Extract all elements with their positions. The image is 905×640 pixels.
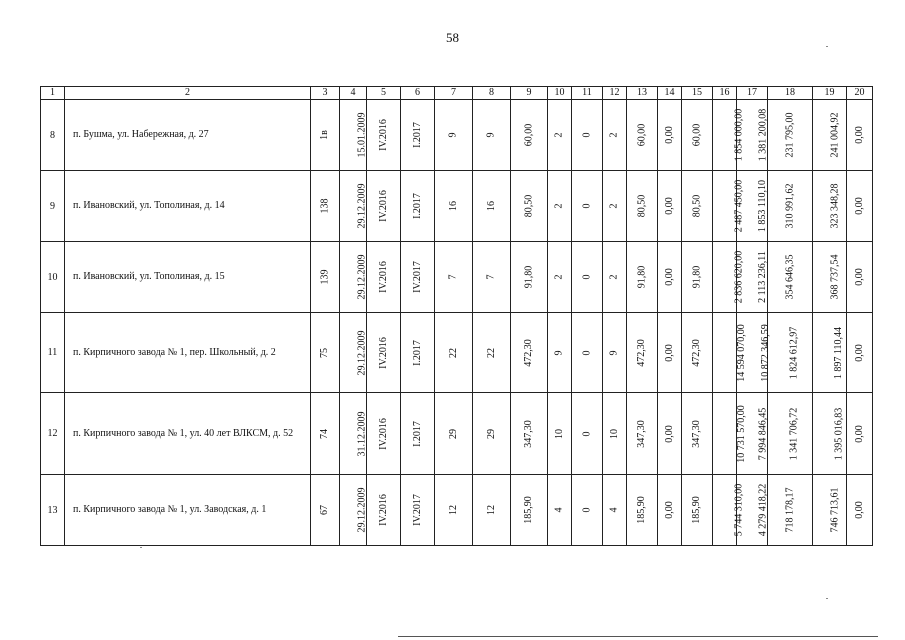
cell-text: 91,80 — [636, 265, 647, 289]
cell-text: 0,00 — [663, 424, 675, 443]
cell-text: 29.12.2009 — [356, 330, 368, 375]
column-number: 11 — [572, 87, 603, 100]
cell-row-number: 8 — [41, 100, 65, 171]
cell-col-7 — [435, 242, 473, 313]
cell-text: 2 — [608, 274, 620, 280]
cell-text: IV.2016 — [377, 190, 389, 222]
cell-plan-end — [401, 475, 435, 546]
cell-text: 29.12.2009 — [356, 254, 368, 300]
housing-register-table — [40, 86, 873, 546]
cell-text: 14 594 070,00 — [735, 323, 747, 382]
cell-text: 185,90 — [636, 496, 647, 524]
cell-text: 185,90 — [691, 496, 702, 524]
page-number: 58 — [446, 30, 459, 45]
cell-text: 80,50 — [523, 194, 534, 218]
cell-text: 10 — [608, 428, 620, 439]
column-number: 20 — [847, 87, 873, 100]
column-number-row — [41, 87, 873, 100]
cell-text: 347,30 — [691, 419, 702, 448]
cell-text: 2 — [608, 132, 620, 138]
column-number: 15 — [682, 87, 713, 100]
cell-text: 231 795,00 — [784, 112, 796, 158]
cell-col-7 — [435, 100, 473, 171]
cell-col-8 — [473, 100, 511, 171]
cell-col-14 — [658, 475, 682, 546]
cell-text: 2 836 620,00 — [733, 250, 745, 304]
cell-text: 1 897 110,44 — [833, 326, 845, 379]
cell-text: 0,00 — [853, 501, 865, 519]
cell-col-15 — [682, 475, 713, 546]
cell-building-number — [311, 313, 340, 393]
cell-col-12 — [603, 100, 627, 171]
cell-building-number — [311, 393, 340, 475]
cell-col-16 — [713, 313, 747, 393]
cell-col-13 — [627, 475, 658, 546]
cell-plan-end — [401, 313, 435, 393]
cell-col-8 — [473, 393, 511, 475]
cell-text: 0,00 — [663, 501, 675, 519]
cell-col-10 — [548, 242, 572, 313]
cell-text: 7 994 846,45 — [757, 407, 769, 460]
cell-text: 1в — [318, 130, 330, 140]
cell-col-12 — [603, 475, 627, 546]
column-number: 7 — [435, 87, 473, 100]
cell-col-9 — [511, 100, 548, 171]
cell-text: 323 348,28 — [829, 183, 841, 229]
column-number: 3 — [311, 87, 340, 100]
cell-address: п. Кирпичного завода № 1, пер. Школьный, д. 2 — [65, 313, 311, 393]
cell-text: 472,30 — [691, 338, 702, 367]
cell-text: 0 — [581, 350, 592, 355]
cell-text: IV.2017 — [411, 494, 423, 526]
cell-col-20 — [847, 171, 873, 242]
cell-text: 746 713,61 — [829, 487, 841, 533]
cell-plan-end — [401, 171, 435, 242]
cell-text: IV.2017 — [411, 261, 423, 293]
cell-text: 139 — [319, 269, 330, 285]
cell-col-11 — [572, 393, 603, 475]
cell-text: 15.01.2009 — [356, 112, 368, 158]
cell-text: 2 487 450,00 — [733, 179, 745, 233]
cell-col-18 — [768, 171, 813, 242]
cell-text: I.2017 — [411, 339, 423, 366]
cell-col-12 — [603, 393, 627, 475]
cell-text: 354 646,35 — [784, 254, 796, 300]
cell-col-16 — [713, 171, 745, 242]
cell-text: 31.12.2009 — [356, 411, 368, 456]
cell-text: 0 — [581, 507, 592, 513]
cell-text: 2 — [553, 274, 565, 280]
cell-address: п. Кирпичного завода № 1, ул. 40 лет ВЛКСМ, д. 52 — [65, 393, 311, 475]
cell-row-number: 9 — [41, 171, 65, 242]
cell-col-11 — [572, 313, 603, 393]
cell-col-19 — [813, 313, 847, 393]
cell-col-9 — [511, 313, 548, 393]
cell-text: 29.12.2009 — [356, 183, 368, 229]
cell-col-18 — [768, 100, 813, 171]
table-row — [41, 100, 873, 171]
cell-text: 1 395 016,83 — [833, 407, 845, 460]
cell-text: 718 178,17 — [784, 487, 796, 533]
cell-plan-end — [401, 242, 435, 313]
cell-text: 80,50 — [636, 194, 647, 218]
cell-col-11 — [572, 100, 603, 171]
cell-col-10 — [548, 100, 572, 171]
cell-building-number — [311, 171, 340, 242]
cell-text: I.2017 — [411, 193, 423, 219]
cell-text: 75 — [319, 347, 330, 358]
cell-text: 1 853 110,10 — [757, 179, 769, 233]
cell-text: 347,30 — [523, 419, 534, 448]
cell-row-number: 12 — [41, 393, 65, 475]
cell-plan-end — [401, 100, 435, 171]
column-number: 5 — [367, 87, 401, 100]
cell-col-13 — [627, 313, 658, 393]
cell-text: 0,00 — [663, 343, 675, 362]
cell-col-11 — [572, 242, 603, 313]
column-number: 13 — [627, 87, 658, 100]
cell-plan-start — [367, 393, 401, 475]
cell-col-15 — [682, 171, 713, 242]
cell-plan-start — [367, 242, 401, 313]
cell-text: 29.12.2009 — [356, 487, 368, 533]
cell-col-13 — [627, 393, 658, 475]
cell-commissioning-date — [340, 313, 367, 393]
cell-address: п. Ивановский, ул. Тополиная, д. 14 — [65, 171, 311, 242]
cell-col-10 — [548, 171, 572, 242]
cell-col-10 — [548, 393, 572, 475]
cell-text: 0 — [581, 132, 592, 138]
cell-col-18 — [768, 393, 813, 475]
cell-col-16 — [713, 242, 745, 313]
cell-text: 9 — [553, 350, 565, 355]
cell-text: 185,90 — [523, 496, 534, 524]
cell-text: 80,50 — [691, 194, 702, 218]
column-number: 14 — [658, 87, 682, 100]
cell-text: 0,00 — [663, 268, 675, 286]
cell-col-9 — [511, 393, 548, 475]
cell-col-8 — [473, 242, 511, 313]
cell-col-12 — [603, 242, 627, 313]
cell-col-10 — [548, 475, 572, 546]
cell-col-19 — [813, 100, 847, 171]
cell-col-20 — [847, 475, 873, 546]
cell-text: 0,00 — [853, 197, 865, 215]
cell-col-19 — [813, 171, 847, 242]
cell-text: 29 — [447, 428, 459, 439]
cell-col-15 — [682, 313, 713, 393]
cell-col-20 — [847, 393, 873, 475]
cell-text: 472,30 — [636, 338, 647, 367]
bottom-rule — [398, 636, 878, 637]
cell-text: 7 — [447, 274, 459, 280]
cell-col-11 — [572, 171, 603, 242]
cell-col-14 — [658, 171, 682, 242]
cell-plan-start — [367, 100, 401, 171]
column-number: 8 — [473, 87, 511, 100]
cell-text: 5 744 310,00 — [733, 483, 745, 537]
table-row — [41, 475, 873, 546]
cell-text: I.2017 — [411, 420, 423, 447]
cell-col-14 — [658, 100, 682, 171]
column-number: 18 — [768, 87, 813, 100]
cell-col-14 — [658, 313, 682, 393]
cell-text: 60,00 — [691, 123, 702, 147]
cell-text: 16 — [485, 201, 497, 211]
cell-text: 0,00 — [663, 197, 675, 215]
table-row — [41, 313, 873, 393]
cell-col-14 — [658, 393, 682, 475]
cell-text: 60,00 — [523, 123, 534, 147]
cell-text: 2 — [608, 203, 620, 209]
cell-text: 7 — [485, 274, 497, 280]
cell-col-16 — [713, 393, 747, 475]
column-number: 17 — [737, 87, 768, 100]
cell-address: п. Ивановский, ул. Тополиная, д. 15 — [65, 242, 311, 313]
cell-col-18 — [768, 313, 813, 393]
cell-text: 1 341 706,72 — [788, 407, 800, 460]
cell-text: 60,00 — [636, 123, 647, 147]
cell-text: 0,00 — [853, 268, 865, 286]
column-number: 1 — [41, 87, 65, 100]
cell-col-19 — [813, 242, 847, 313]
cell-col-15 — [682, 242, 713, 313]
cell-text: 4 — [608, 507, 620, 513]
cell-text: 4 279 418,22 — [757, 483, 769, 537]
cell-commissioning-date — [340, 100, 367, 171]
cell-row-number: 11 — [41, 313, 65, 393]
cell-text: 4 — [553, 507, 565, 513]
cell-col-12 — [603, 171, 627, 242]
cell-text: 29 — [485, 428, 497, 439]
cell-col-9 — [511, 242, 548, 313]
table-row — [41, 242, 873, 313]
cell-text: 10 872 346,59 — [759, 323, 771, 382]
scan-speck — [826, 46, 828, 47]
cell-plan-end — [401, 393, 435, 475]
cell-text: 0,00 — [853, 343, 865, 362]
cell-text: 9 — [485, 132, 497, 138]
cell-text: I.2017 — [411, 122, 423, 148]
cell-commissioning-date — [340, 242, 367, 313]
cell-text: 91,80 — [523, 265, 534, 289]
column-number: 12 — [603, 87, 627, 100]
cell-text: 12 — [447, 505, 459, 515]
cell-text: 1 854 000,00 — [733, 108, 745, 162]
cell-col-16 — [713, 475, 745, 546]
cell-text: IV.2016 — [377, 417, 389, 450]
cell-plan-start — [367, 313, 401, 393]
cell-col-7 — [435, 171, 473, 242]
column-number: 9 — [511, 87, 548, 100]
cell-text: 310 991,62 — [784, 183, 796, 229]
cell-col-12 — [603, 313, 627, 393]
cell-text: 16 — [447, 201, 459, 211]
column-number: 19 — [813, 87, 847, 100]
cell-col-13 — [627, 171, 658, 242]
cell-plan-start — [367, 475, 401, 546]
cell-text: 138 — [319, 198, 330, 214]
cell-col-15 — [682, 100, 713, 171]
cell-col-9 — [511, 171, 548, 242]
cell-text: 0,00 — [853, 424, 865, 443]
cell-building-number — [311, 100, 340, 171]
cell-text: 74 — [319, 428, 330, 439]
cell-col-18 — [768, 475, 813, 546]
cell-address: п. Кирпичного завода № 1, ул. Заводская, д. 1 — [65, 475, 311, 546]
cell-col-11 — [572, 475, 603, 546]
cell-row-number: 13 — [41, 475, 65, 546]
cell-text: IV.2016 — [377, 336, 389, 369]
cell-commissioning-date — [340, 393, 367, 475]
cell-text: 2 — [553, 203, 565, 209]
cell-commissioning-date — [340, 171, 367, 242]
cell-text: 22 — [447, 347, 459, 358]
table-row — [41, 171, 873, 242]
cell-col-20 — [847, 242, 873, 313]
cell-address: п. Бушма, ул. Набережная, д. 27 — [65, 100, 311, 171]
cell-col-8 — [473, 475, 511, 546]
cell-text: IV.2016 — [377, 261, 389, 293]
cell-row-number: 10 — [41, 242, 65, 313]
cell-text: 12 — [485, 505, 497, 515]
cell-text: 9 — [447, 132, 459, 138]
cell-col-16 — [713, 100, 745, 171]
cell-col-20 — [847, 313, 873, 393]
cell-text: 0 — [581, 431, 592, 436]
column-number: 2 — [65, 87, 311, 100]
cell-text: 1 824 612,97 — [788, 326, 800, 379]
cell-col-10 — [548, 313, 572, 393]
cell-col-13 — [627, 100, 658, 171]
column-number: 10 — [548, 87, 572, 100]
cell-col-8 — [473, 171, 511, 242]
cell-text: 0,00 — [663, 126, 675, 144]
cell-building-number — [311, 242, 340, 313]
cell-col-18 — [768, 242, 813, 313]
cell-text: 0 — [581, 203, 592, 209]
cell-col-19 — [813, 475, 847, 546]
cell-text: 0,00 — [853, 126, 865, 144]
cell-text: 67 — [319, 505, 330, 515]
cell-col-15 — [682, 393, 713, 475]
column-number: 16 — [713, 87, 737, 100]
cell-col-7 — [435, 393, 473, 475]
cell-col-8 — [473, 313, 511, 393]
cell-text: 472,30 — [523, 338, 534, 367]
cell-text: 22 — [485, 347, 497, 358]
cell-text: 241 004,92 — [829, 112, 841, 158]
cell-col-7 — [435, 475, 473, 546]
scan-speck — [826, 598, 828, 599]
cell-col-20 — [847, 100, 873, 171]
cell-text: 2 — [553, 132, 565, 138]
cell-text: 347,30 — [636, 419, 647, 448]
cell-text: 9 — [608, 350, 620, 355]
cell-text: IV.2016 — [377, 494, 389, 526]
column-number: 4 — [340, 87, 367, 100]
cell-text: 10 731 570,00 — [735, 404, 747, 463]
cell-commissioning-date — [340, 475, 367, 546]
cell-text: 1 381 200,08 — [757, 108, 769, 162]
cell-text: 91,80 — [691, 265, 702, 289]
cell-col-7 — [435, 313, 473, 393]
scan-speck — [140, 547, 142, 548]
cell-text: 368 737,54 — [829, 254, 841, 300]
table-body — [41, 87, 873, 546]
cell-building-number — [311, 475, 340, 546]
cell-col-19 — [813, 393, 847, 475]
cell-text: IV.2016 — [377, 119, 389, 151]
cell-text: 10 — [553, 428, 565, 439]
table-row — [41, 393, 873, 475]
column-number: 6 — [401, 87, 435, 100]
cell-col-13 — [627, 242, 658, 313]
cell-text: 0 — [581, 274, 592, 280]
cell-plan-start — [367, 171, 401, 242]
cell-col-9 — [511, 475, 548, 546]
cell-col-14 — [658, 242, 682, 313]
cell-text: 2 113 236,11 — [756, 251, 768, 303]
